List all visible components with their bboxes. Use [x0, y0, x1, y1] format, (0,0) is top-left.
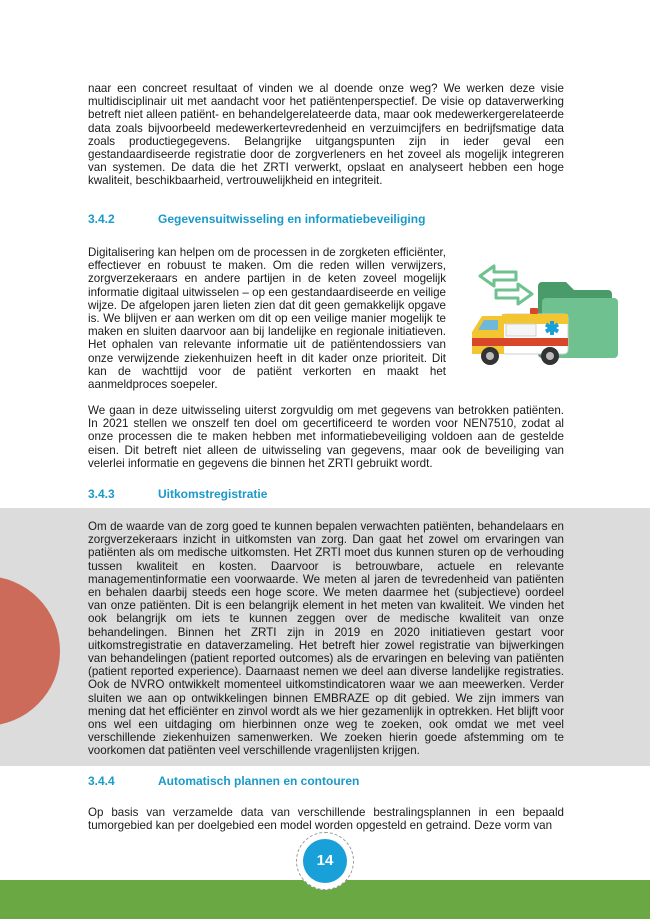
section-3-4-2-paragraph-2: We gaan in deze uitwisseling uiterst zorgvuldig om met gegevens van betrokken patiënten. In 2021 stellen we onszelf ten doel om gecertificeerd te worden voor NEN7510, zodat al onze processen die te maken hebben met informatiebeveiliging voldoen aan de gestelde eisen. Dit betreft niet alleen de uitwisseling van gegevens, maar ook de beveiliging van velerlei informatie en gegevens die binnen het ZRTI gebruikt wordt.	[88, 404, 564, 470]
heading-number: 3.4.3	[88, 487, 115, 501]
intro-paragraph: naar een concreet resultaat of vinden we al doende onze weg? We werken deze visie multidisciplinair uit met aandacht voor het patiëntenperspectief. De visie op dataverwerking betreft niet alleen patiënt- en behandelgerelateerde data, maar ook medewerkergerelateerde data zoals bijvoorbeeld medewerkertevredenheid en verzuimcijfers en bedrijfsmatige data zoals productiegegevens. Belangrijke uitgangspunten zijn in ieder geval een gestandaardiseerde registratie door de zorgverleners en het zoveel als mogelijk integreren van systemen. De data die het ZRTI verwerkt, opslaat en analyseert hebben een hoge kwaliteit, beschikbaarheid, vertrouwelijkheid en integriteit.	[88, 82, 564, 188]
heading-title: Automatisch plannen en contouren	[158, 774, 360, 788]
heading-number: 3.4.2	[88, 212, 115, 226]
section-3-4-2-paragraph-1: Digitalisering kan helpen om de processen in de zorgketen efficiënter, effectiever en robuust te maken. Om die reden willen verwijzers, zorgverzekeraars en andere partijen in de keten zoveel mogelijk informatie digitaal uitwisselen – op een gestandaardiseerde en veilige wijze. De afgelopen jaren lieten zien dat dit geen gemakkelijk opgave is. We blijven er aan werken om dit op een veilige manier mogelijk te maken en sluiten daarvoor aan bij landelijke en regionale initiatieven. Het ophalen van relevante informatie uit de patiëntendossiers van onze verwijzende ziekenhuizen heeft in dit kader onze prioriteit. Dit kan de wachttijd voor de patiënt verkorten en maakt het aanmeldproces soepeler.	[88, 246, 446, 392]
ambulance-with-data-folder-icon	[462, 264, 622, 374]
heading-title: Gegevensuitwisseling en informatiebeveiliging	[158, 212, 426, 226]
heading-3-4-3	[88, 487, 267, 501]
heading-title: Uitkomstregistratie	[158, 487, 268, 501]
section-3-4-3-paragraph-1: Om de waarde van de zorg goed te kunnen bepalen verwachten patiënten, behandelaars en zorgverzekeraars inzicht in uitkomsten van zorg. Dan gaat het zowel om ervaringen van patiënten als om medische uitkomsten. Het ZRTI moet dus kunnen sturen op de verhouding tussen kwaliteit en kosten. Daarvoor is betrouwbare, actuele en relevante managementinformatie een voorwaarde. We meten al jaren de tevredenheid van patiënten en behalen daarbij steeds een hoge score. We meten daarmee het (subjectieve) oordeel van onze patiënten. Dit is een belangrijk element in het meten van kwaliteit. We vinden het ook belangrijk om iets te kunnen zeggen over de medische kwaliteit van onze behandelingen. Binnen het ZRTI zijn in 2019 en 2020 initiatieven gestart voor uitkomstregistratie en dataverzameling. Het betreft hier zowel registratie van bijwerkingen van behandelingen (patient reported outcomes) als de ervaringen en beleving van patiënten (patient reported experience). Daarnaast nemen we deel aan diverse landelijke registraties. Ook de NVRO ontwikkelt momenteel uitkomstindicatoren waar we aan meewerken. Verder sluiten we aan op ontwikkelingen binnen EMBRAZE op dit gebied. We zijn immers van mening dat het efficiënter en zinvol wordt als we hier gezamenlijk in optrekken. Het blijft voor ons wel een uitdaging om hierbinnen onze weg te zoeken, ook omdat we met veel verschillende ziekenhuizen samenwerken. We zoeken hierin goede afstemming om te voorkomen dat patiënten veel verschillende vragenlijsten krijgen.	[88, 520, 564, 758]
heading-3-4-2	[88, 212, 425, 226]
section-3-4-4-paragraph-1: Op basis van verzamelde data van verschillende bestralingsplannen in een bepaald tumorgebied kan per doelgebied een model worden opgesteld en getraind. Deze vorm van	[88, 806, 564, 833]
page-number: 14	[303, 839, 347, 883]
heading-3-4-4	[88, 774, 359, 788]
heading-number: 3.4.4	[88, 774, 115, 788]
